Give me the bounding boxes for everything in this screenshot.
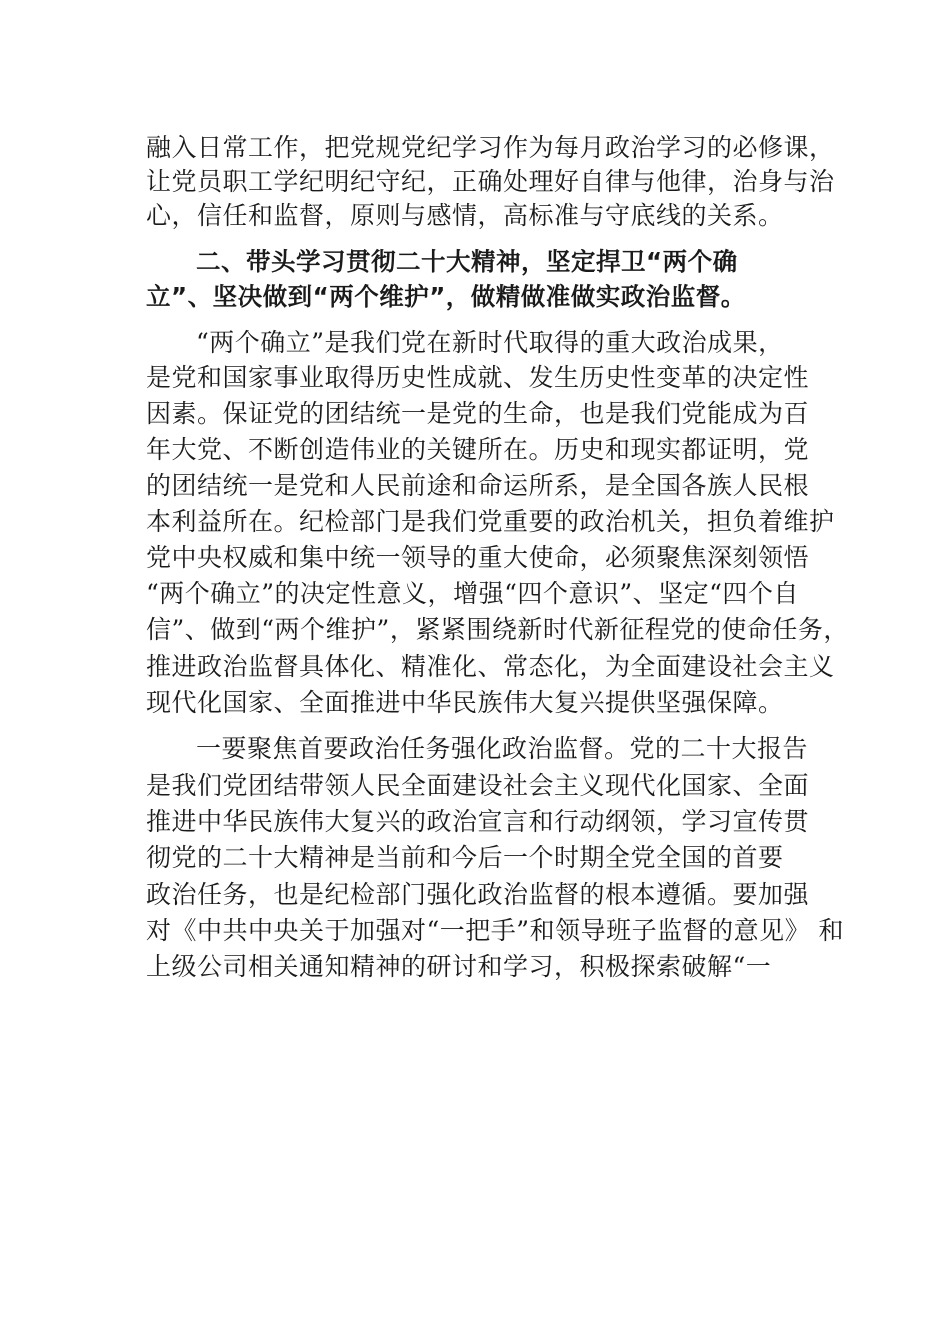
paragraph2-line-3: 因素。保证党的团结统一是党的生命，也是我们党能成为百 [146,399,810,428]
paragraph1-line-2: 让党员职工学纪明纪守纪，正确处理好自律与他律，治身与治 [146,167,835,196]
section-heading-line-1: 二、带头学习贯彻二十大精神，坚定捍卫“两个确 [196,247,738,276]
paragraph2-line-5: 的团结统一是党和人民前途和命运所系，是全国各族人民根 [146,471,810,500]
section-heading-line-2: 立”、坚决做到“两个维护”，做精做准做实政治监督。 [146,282,746,311]
paragraph2-line-2: 是党和国家事业取得历史性成就、发生历史性变革的决定性 [146,363,810,392]
paragraph2-line-7: 党中央权威和集中统一领导的重大使命，必须聚焦深刻领悟 [146,543,810,572]
paragraph2-line-1: “两个确立”是我们党在新时代取得的重大政治成果， [196,328,784,357]
paragraph2-line-11: 现代化国家、全面推进中华民族伟大复兴提供坚强保障。 [146,688,784,717]
paragraph3-line-4: 彻党的二十大精神是当前和今后一个时期全党全国的首要 [146,843,784,872]
paragraph2-line-6: 本利益所在。纪检部门是我们党重要的政治机关，担负着维护 [146,507,835,536]
paragraph2-line-8: “两个确立”的决定性意义，增强“四个意识”、坚定“四个自 [146,579,799,608]
paragraph2-line-4: 年大党、不断创造伟业的关键所在。历史和现实都证明，党 [146,435,810,464]
paragraph3-line-7: 上级公司相关通知精神的研讨和学习，积极探索破解“一 [146,952,772,981]
paragraph3-line-5: 政治任务，也是纪检部门强化政治监督的根本遵循。要加强 [146,880,810,909]
paragraph3-line-6: 对《中共中央关于加强对“一把手”和领导班子监督的意见》 和 [146,916,845,945]
paragraph3-line-1: 一要聚焦首要政治任务强化政治监督。党的二十大报告 [196,734,809,763]
paragraph2-line-9: 信”、做到“两个维护”，紧紧围绕新时代新征程党的使命任务， [146,615,849,644]
paragraph1-line-3: 心，信任和监督，原则与感情，高标准与守底线的关系。 [146,201,784,230]
paragraph3-line-2: 是我们党团结带领人民全面建设社会主义现代化国家、全面 [146,771,810,800]
paragraph2-line-10: 推进政治监督具体化、精准化、常态化，为全面建设社会主义 [146,652,835,681]
paragraph1-line-1: 融入日常工作，把党规党纪学习作为每月政治学习的必修课， [146,133,835,162]
paragraph3-line-3: 推进中华民族伟大复兴的政治宣言和行动纲领，学习宣传贯 [146,807,810,836]
